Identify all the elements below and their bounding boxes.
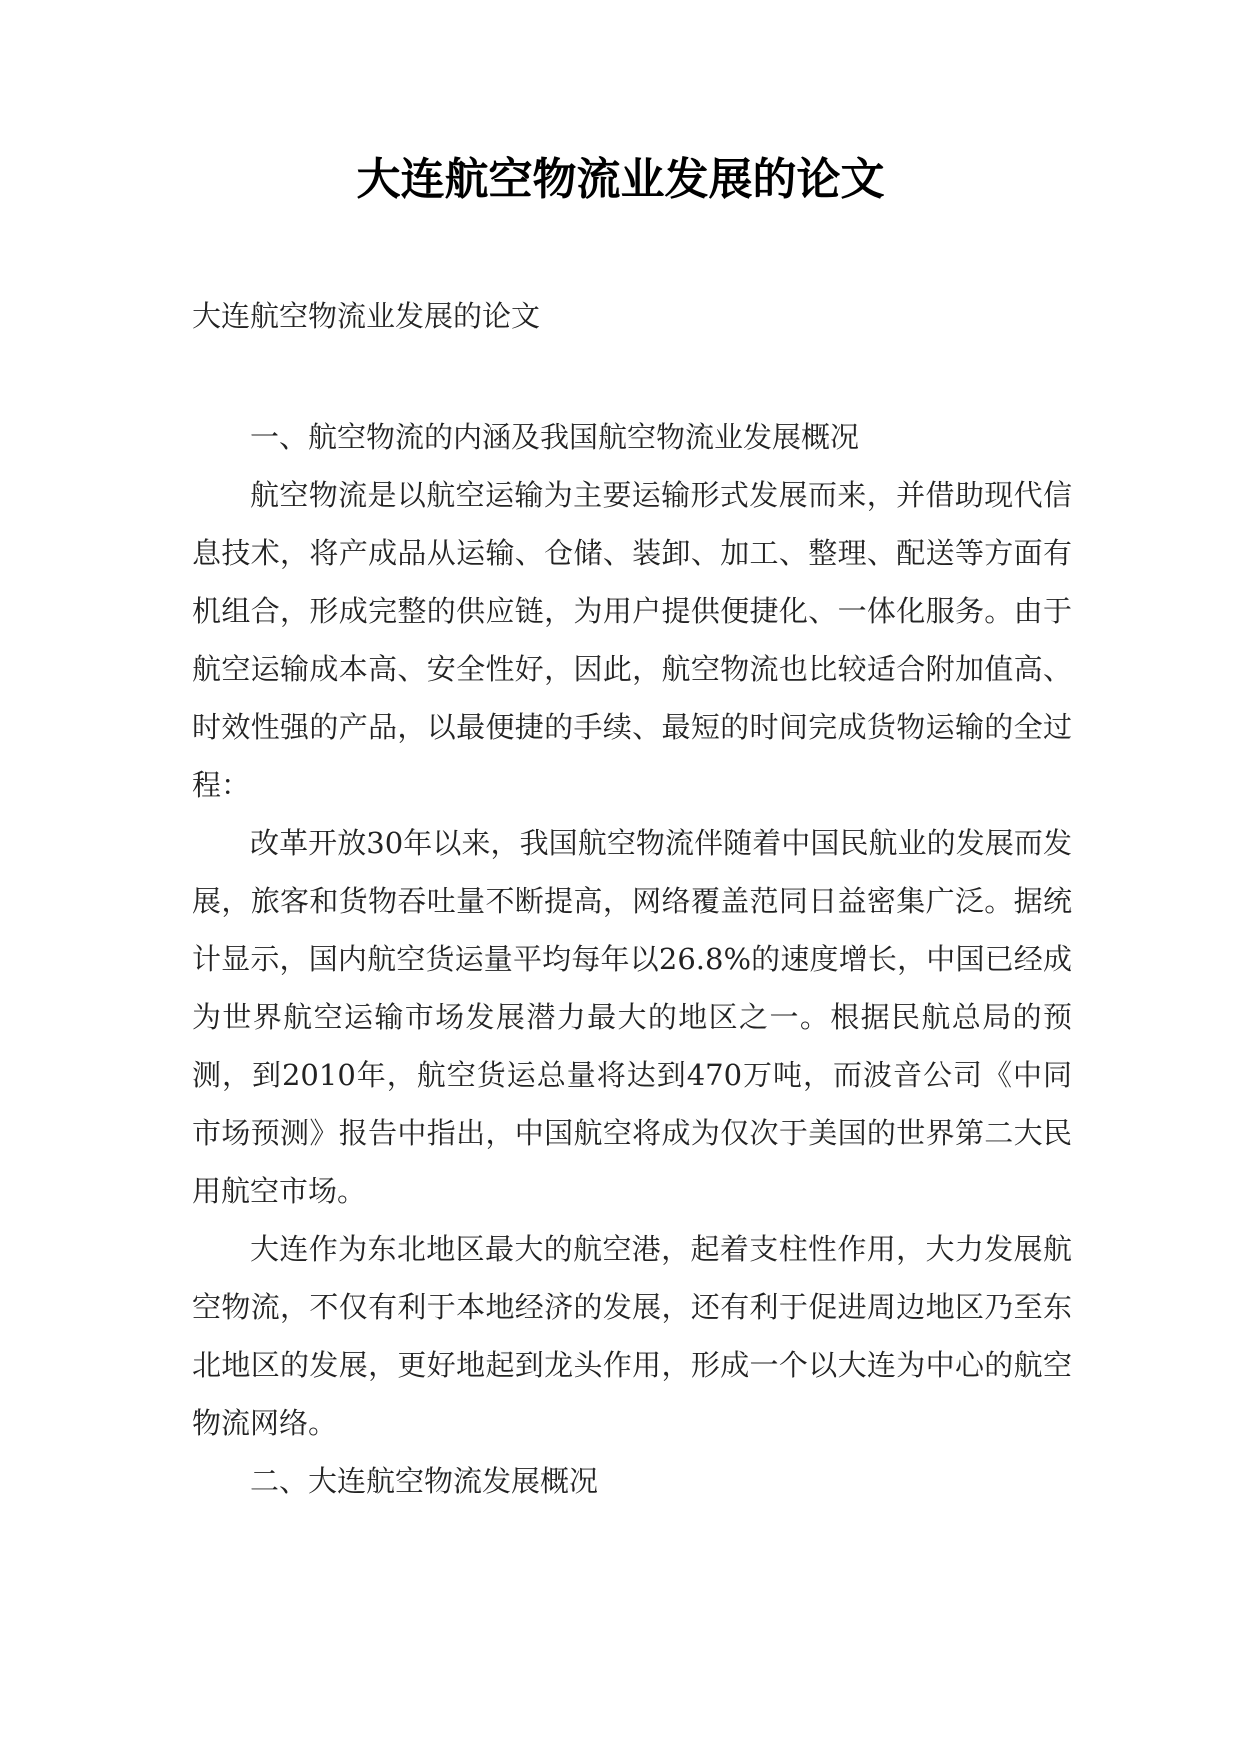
document-body [192, 408, 1072, 1510]
paragraph-2: 改革开放30年以来，我国航空物流伴随着中国民航业的发展而发展，旅客和货物吞吐量不断提高，网络覆盖范同日益密集广泛。据统计显示，国内航空货运量平均每年以26.8%的速度增长，中国已经成为世界航空运输市场发展潜力最大的地区之一。根据民航总局的预测，到2010年，航空货运总量将达到470万吨，而波音公司《中同市场预测》报告中指出，中国航空将成为仅次于美国的世界第二大民用航空市场。 [192, 826, 1072, 1208]
paragraph-1: 航空物流是以航空运输为主要运输形式发展而来，并借助现代信息技术，将产成品从运输、仓储、装卸、加工、整理、配送等方面有机组合，形成完整的供应链，为用户提供便捷化、一体化服务。由于航空运输成本高、安全性好，因此，航空物流也比较适合附加值高、时效性强的产品，以最便捷的手续、最短的时间完成货物运输的全过程： [192, 478, 1072, 802]
section-heading-2: 二、大连航空物流发展概况 [250, 1464, 599, 1498]
paragraph-3: 大连作为东北地区最大的航空港，起着支柱性作用，大力发展航空物流，不仅有利于本地经济的发展，还有利于促进周边地区乃至东北地区的发展，更好地起到龙头作用，形成一个以大连为中心的航空物流网络。 [192, 1232, 1072, 1440]
document-title: 大连航空物流业发展的论文 [356, 154, 885, 205]
document-subtitle: 大连航空物流业发展的论文 [192, 299, 541, 333]
section-heading-1: 一、航空物流的内涵及我国航空物流业发展概况 [250, 420, 860, 454]
